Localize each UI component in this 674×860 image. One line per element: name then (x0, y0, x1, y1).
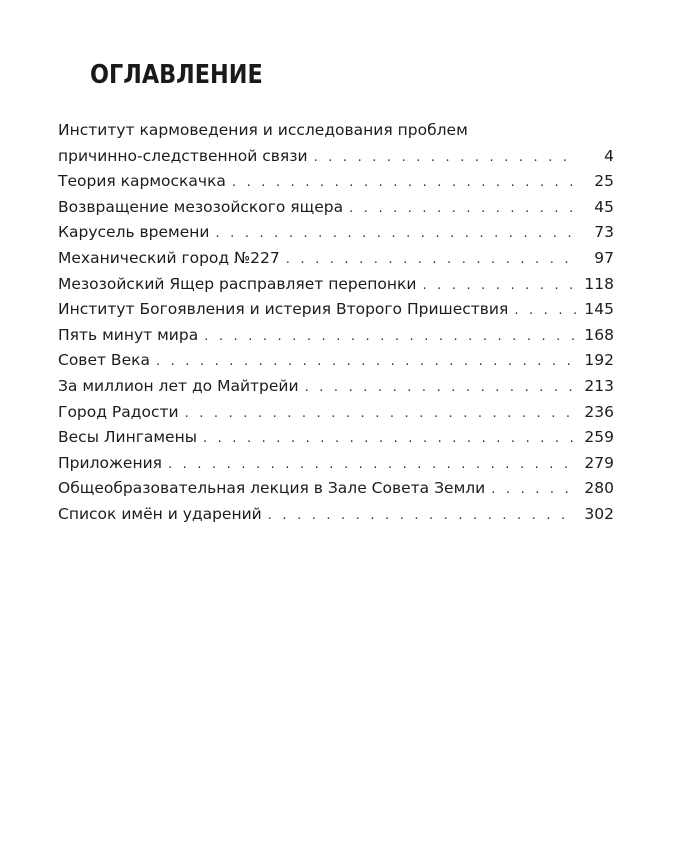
toc-entry-page: 236 (584, 402, 614, 421)
toc-entry[interactable] (58, 476, 614, 502)
toc-entry-title: Весы Лингамены (58, 428, 197, 447)
toc-entry[interactable] (58, 297, 614, 323)
toc-entry-title-line1: Институт кармоведения и исследования проблем (58, 121, 468, 139)
toc-entry[interactable] (58, 451, 614, 477)
toc-entry-title: Мезозойский Ящер расправляет перепонки (58, 274, 417, 293)
toc-entry-page: 118 (584, 274, 614, 293)
dot-leader (204, 324, 576, 350)
dot-leader (422, 273, 576, 299)
dot-leader (349, 196, 576, 222)
toc-entry-title: Механический город №227 (58, 248, 280, 267)
toc-entry-title: Приложения (58, 453, 162, 472)
toc-entry-title: Общеобразовательная лекция в Зале Совета Земли (58, 479, 486, 498)
toc-entry-page: 302 (584, 504, 614, 523)
dot-leader (491, 477, 576, 503)
toc-entry[interactable] (58, 400, 614, 426)
page-title: ОГЛАВЛЕНИЕ (90, 60, 263, 90)
dot-leader (268, 503, 576, 529)
toc-entry-page: 45 (594, 197, 614, 216)
dot-leader (286, 247, 576, 273)
toc-entry-title: Институт Богоявления и истерия Второго Пришествия (58, 300, 509, 319)
toc-entry[interactable] (58, 195, 614, 221)
toc-entry-page: 25 (594, 172, 614, 191)
toc-entry-title: Пять минут мира (58, 325, 199, 344)
toc-entry[interactable] (58, 502, 614, 528)
dot-leader (314, 145, 576, 171)
toc-entry-page: 73 (594, 223, 614, 242)
toc-entry-title: За миллион лет до Майтрейи (58, 376, 299, 395)
toc-entry-page: 145 (584, 300, 614, 319)
toc-entry[interactable] (58, 118, 614, 169)
toc-entry-page: 4 (604, 146, 614, 165)
toc-entry[interactable] (58, 272, 614, 298)
toc-entry-page: 192 (584, 351, 614, 370)
toc-entry[interactable] (58, 374, 614, 400)
toc-entry-title: причинно-следственной связи (58, 146, 308, 165)
dot-leader (232, 170, 576, 196)
toc-entry-page: 259 (584, 428, 614, 447)
toc-entry[interactable] (58, 246, 614, 272)
toc-entry-page: 97 (594, 248, 614, 267)
toc-entry-title: Совет Века (58, 351, 150, 370)
dot-leader (185, 401, 576, 427)
toc-entry-page: 279 (584, 453, 614, 472)
toc-entry[interactable] (58, 323, 614, 349)
toc-entry-title: Карусель времени (58, 223, 210, 242)
toc-entry[interactable] (58, 348, 614, 374)
toc-entry-page: 280 (584, 479, 614, 498)
toc-entry-page: 213 (584, 376, 614, 395)
toc-entry-title: Город Радости (58, 402, 179, 421)
toc-entry-title: Возвращение мезозойского ящера (58, 197, 344, 216)
dot-leader (514, 298, 576, 324)
dot-leader (168, 452, 576, 478)
toc-entry[interactable] (58, 169, 614, 195)
toc-entry-title: Список имён и ударений (58, 504, 262, 523)
toc-entry[interactable] (58, 220, 614, 246)
toc-entry-page: 168 (584, 325, 614, 344)
dot-leader (156, 349, 576, 375)
toc-entry-title: Теория кармоскачка (58, 172, 226, 191)
dot-leader (203, 426, 576, 452)
table-of-contents (58, 118, 614, 528)
dot-leader (216, 221, 577, 247)
toc-entry[interactable] (58, 425, 614, 451)
dot-leader (305, 375, 576, 401)
